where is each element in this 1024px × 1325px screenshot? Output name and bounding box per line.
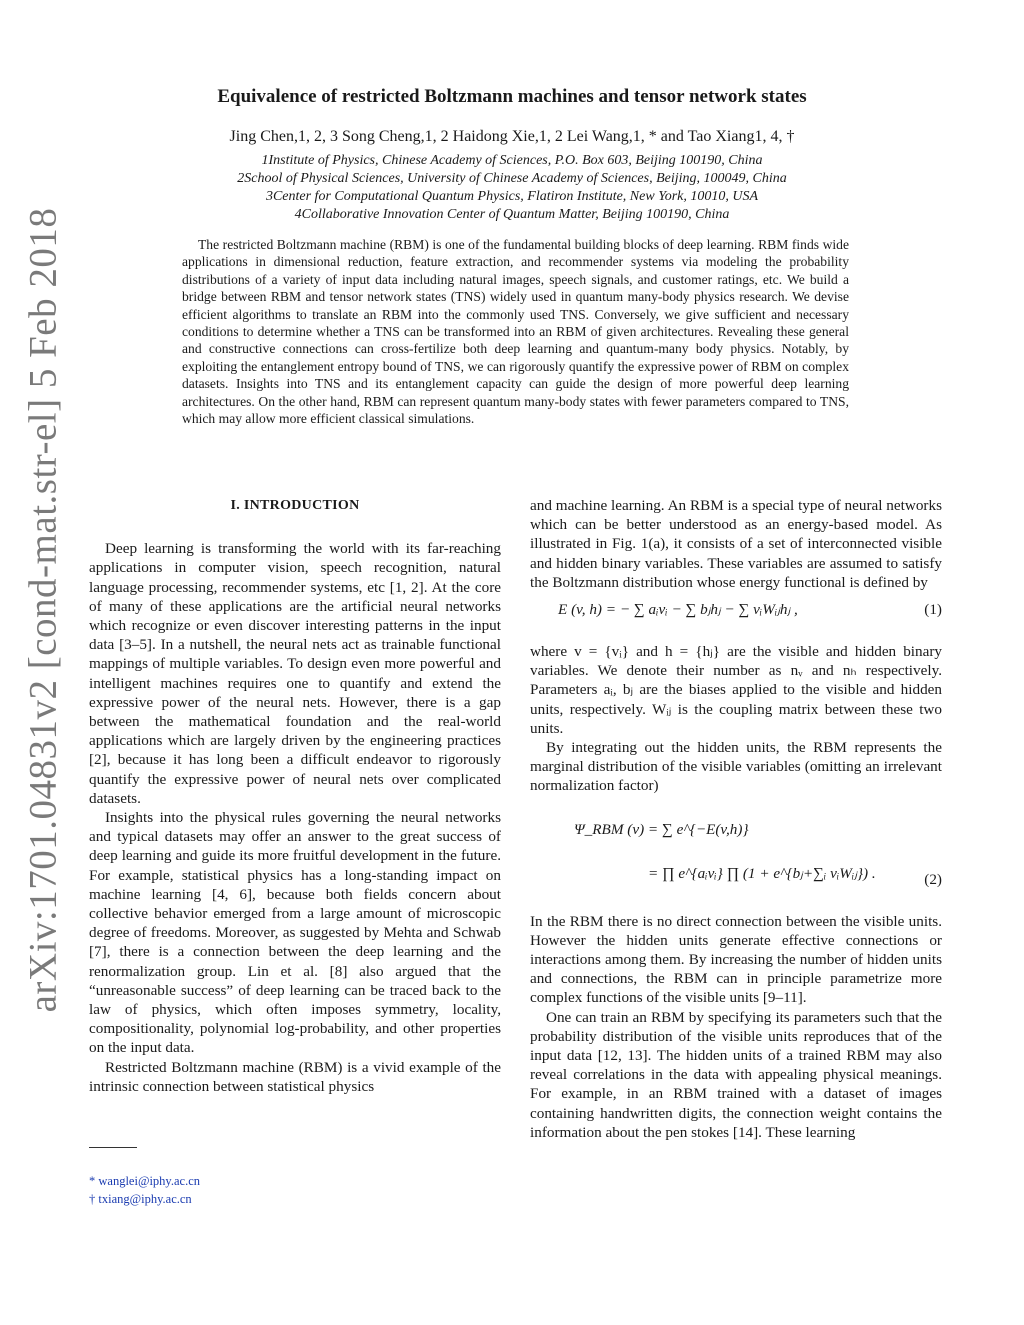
equation-2-line-1: Ψ_RBM (v) = ∑ e^{−E(v,h)} [574,820,749,838]
equation-2-line-2: = ∏ e^{aᵢvᵢ} ∏ (1 + e^{bⱼ+∑ᵢ vᵢWᵢⱼ}) . [648,864,876,882]
paragraph: Insights into the physical rules governing the neural networks and typical datasets may offer an answer to the great success of deep learning and guide its more fruitful development in the future. For example, statistical physics has a long-standing impact on machine learning [4, 6], because both fields concern about collective behavior emerged from a large amount of microscopic degree of freedoms. Moreover, as suggested by Mehta and Schwab [7], there is a connection between the deep learning and the renormalization group. Lin et al. [8] also argued that the “unreasonable success” of deep learning can be traced back to the law of physics, which often imposes symmetry, locality, compositionality, polynomial log-probability, and other properties on the input data. [89,809,501,1057]
arxiv-identifier: arXiv:1701.04831v2 [cond-mat.str-el] 5 Feb 2018 [21,207,65,1013]
equation-2 [530,804,942,908]
footnote-email-xiang[interactable]: † txiang@iphy.ac.cn [89,1192,192,1206]
paragraph: where v = {vᵢ} and h = {hⱼ} are the visible and hidden binary variables. We denote their number as nᵥ and nₕ respectively. Parameters aᵢ, bⱼ are the biases applied to the visible and hidden units, respectively. Wᵢⱼ is the coupling matrix between these two units. [530,643,942,737]
equation-1 [530,592,942,642]
abstract: The restricted Boltzmann machine (RBM) is one of the fundamental building blocks of deep learning. RBM finds wide applications in dimensional reduction, feature extraction, and recommender systems via modeling the probability distributions of a variety of input data including natural images, speech signals, and customer ratings, etc. We build a bridge between RBM and tensor network states (TNS) widely used in quantum many-body physics research. We devise efficient algorithms to translate an RBM into the commonly used TNS. Conversely, we give sufficient and necessary conditions to determine whether a TNS can be transformed into an RBM of given architectures. Revealing these general and constructive connections can cross-fertilize both deep learning and quantum-many body physics. Notably, by exploiting the entanglement entropy bound of TNS, we can rigorously quantify the expressive power of RBM on complex datasets. Insights into TNS and its entanglement capacity can guide the design of more powerful deep learning architectures. On the other hand, RBM can represent quantum many-body states with fewer parameters compared to TNS, which may allow more efficient classical simulations. [182,237,849,427]
affiliation-1: 1Institute of Physics, Chinese Academy of Sciences, P.O. Box 603, Beijing 100190, China [261,153,763,168]
footnotes [89,1172,200,1208]
paragraph: and machine learning. An RBM is a special type of neural networks which can be better understood as an energy-based model. As illustrated in Fig. 1(a), it consists of a set of interconnected visible and hidden binary variables. These variables are assumed to satisfy the Boltzmann distribution whose energy functional is defined by [530,497,942,591]
equation-1-number: (1) [924,601,942,619]
affiliation-4: 4Collaborative Innovation Center of Quantum Matter, Beijing 100190, China [294,207,730,222]
footnote-email-wang[interactable]: * wanglei@iphy.ac.cn [89,1174,201,1188]
right-column [530,496,942,1142]
affiliations [0,152,1024,224]
equation-2-number: (2) [924,870,942,888]
left-column [89,496,501,1096]
paragraph: One can train an RBM by specifying its parameters such that the probability distribution of the visible units reproduces that of the input data [12, 13]. The hidden units of a trained RBM may also reveal correlations in the data with appealing physical meanings. For example, in an RBM trained with a dataset of images containing handwritten digits, the connection weight contains the information about the pen stokes [14]. These learning [530,1008,942,1141]
paragraph: Restricted Boltzmann machine (RBM) is a vivid example of the intrinsic connection between statistical physics [89,1058,501,1095]
paper-title: Equivalence of restricted Boltzmann machines and tensor network states [217,86,807,107]
footnote-rule [89,1147,137,1148]
equation-1-body: E (v, h) = − ∑ aᵢvᵢ − ∑ bⱼhⱼ − ∑ vᵢWᵢⱼhⱼ , [558,601,798,619]
author-list: Jing Chen,1, 2, 3 Song Cheng,1, 2 Haidong Xie,1, 2 Lei Wang,1, * and Tao Xiang1, 4, † [229,128,795,145]
section-heading: I. INTRODUCTION [230,498,360,513]
paragraph: In the RBM there is no direct connection between the visible units. However the hidden units generate effective connections or interactions among them. By increasing the number of hidden units and connections, the RBM can in principle parametrize more complex functions of the visible units [9–11]. [530,912,942,1007]
paragraph: Deep learning is transforming the world with its far-reaching applications in computer vision, speech recognition, natural language processing, recommender systems, etc [1, 2]. At the core of many of these applications are the artificial neural networks which recognize or even discover interesting patterns in the input data [3–5]. In a nutshell, the neural nets act as trainable functional mappings of multiple variables. To design even more powerful and intelligent machines requires one to quantify and extend the expressive power of the neural nets. However, there is a gap between the mathematical foundation and the real-world applications which are largely driven by the engineering practices [2], because it has long been a difficult endeavor to rigorously quantify the expressive power of neural nets over complicated datasets. [89,540,501,807]
affiliation-2: 2School of Physical Sciences, University of Chinese Academy of Sciences, Beijing, 100049, China [237,171,787,186]
arxiv-sidebar-stamp [16,160,70,1060]
affiliation-3: 3Center for Computational Quantum Physics, Flatiron Institute, New York, 10010, USA [265,189,759,204]
paragraph: By integrating out the hidden units, the RBM represents the marginal distribution of the visible variables (omitting an irrelevant normalization factor) [530,739,942,795]
